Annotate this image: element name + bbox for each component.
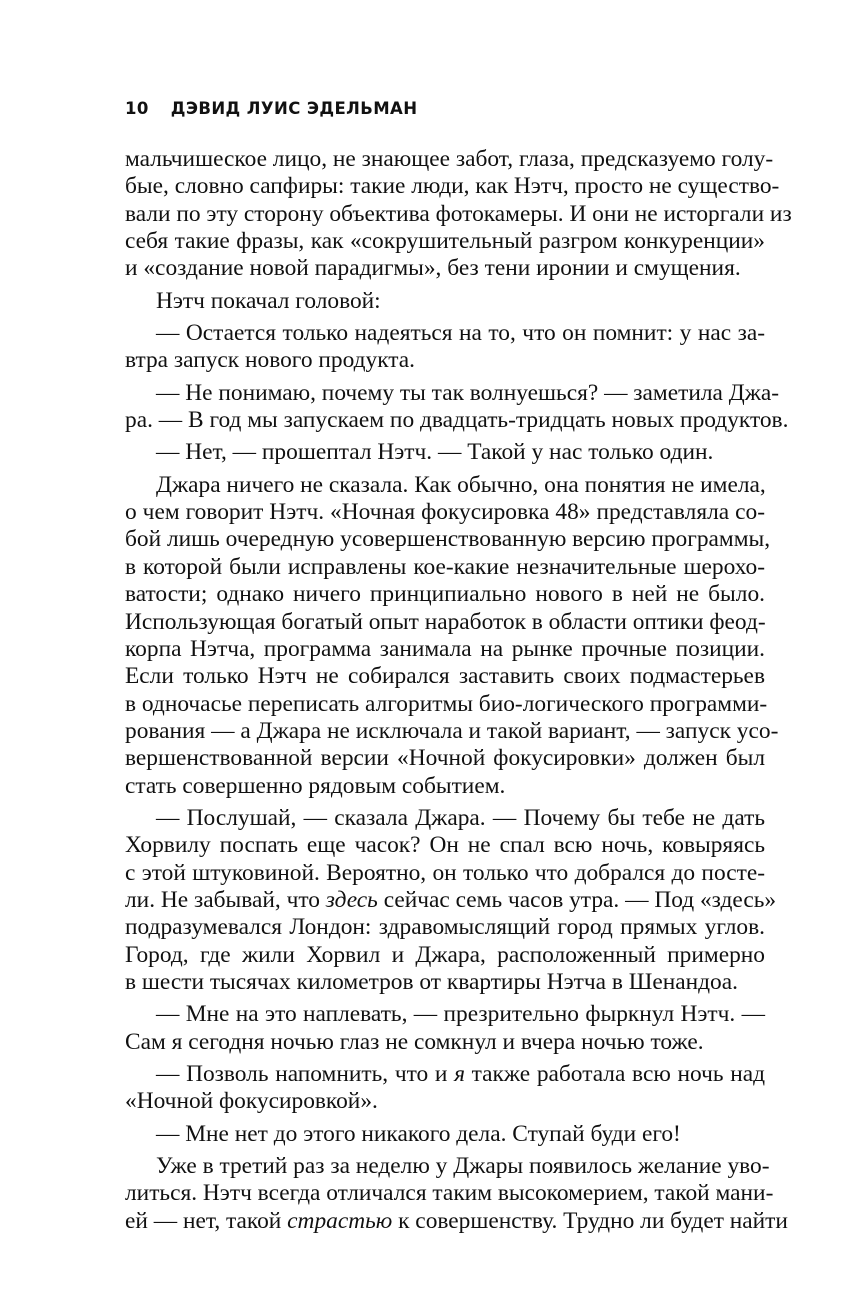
body-text: [125, 146, 792, 1235]
text-line: Нэтч покачал головой:: [156, 287, 381, 314]
text-line: вершенствованной версии «Ночной фокусировки» должен был: [125, 745, 765, 772]
page-number: 10: [125, 99, 149, 118]
text-line: ватости; однако ничего принципиально нового в ней не было.: [125, 581, 765, 608]
text-line: [125, 1207, 788, 1235]
text-line: ра. — В год мы запускаем по двадцать-тридцать новых продуктов.: [125, 407, 789, 434]
text-run: к совершенству. Трудно ли будет найти: [392, 1207, 788, 1234]
text-line: и «создание новой парадигмы», без тени иронии и смущения.: [125, 255, 741, 282]
text-line: Использующая богатый опыт наработок в области оптики феод-: [125, 608, 766, 635]
text-run: — Позволь напомнить, что и: [156, 1061, 455, 1087]
text-run: ли. Не забывай, что: [125, 886, 326, 913]
text-line: Джара ничего не сказала. Как обычно, она понятия не имела,: [156, 471, 766, 498]
text-line: [125, 886, 777, 914]
text-line: рования — а Джара не исключала и такой вариант, — запуск усо-: [125, 717, 779, 744]
text-line: Если только Нэтч не собирался заставить своих подмастерьев: [125, 663, 765, 690]
text-line: корпа Нэтча, программа занимала на рынке прочные позиции.: [125, 635, 765, 662]
italic-emphasis: страстью: [287, 1207, 393, 1234]
text-line: мальчишеское лицо, не знающее забот, глаза, предсказуемо голу-: [125, 146, 774, 172]
text-line: в шести тысячах километров от квартиры Нэтча в Шенандоа.: [125, 968, 738, 995]
text-line: бой лишь очередную усовершенствованную версию программы,: [125, 526, 771, 553]
text-line: стать совершенно рядовым событием.: [125, 772, 506, 799]
text-run: ей — нет, такой: [125, 1207, 288, 1234]
text-line: в одночасье переписать алгоритмы био-логического программи-: [125, 690, 768, 717]
text-line: — Послушай, — сказала Джара. — Почему бы тебе не дать: [156, 804, 765, 831]
italic-emphasis: здесь: [325, 886, 378, 913]
text-line: «Ночной фокусировкой».: [125, 1088, 378, 1115]
text-line: Сам я сегодня ночью глаз не сомкнул и вчера ночью тоже.: [125, 1028, 704, 1055]
text-line: Хорвилу поспать еще часок? Он не спал всю ночь, ковыряясь: [125, 832, 765, 859]
text-line: — Остается только надеяться на то, что он помнит: у нас за-: [156, 320, 765, 347]
text-line: о чем говорит Нэтч. «Ночная фокусировка 48» представляла со-: [125, 499, 765, 526]
text-line: [125, 1061, 765, 1088]
text-line: Уже в третий раз за неделю у Джары появилось желание уво-: [156, 1153, 770, 1180]
italic-emphasis: я: [454, 1061, 465, 1087]
text-line: бые, словно сапфиры: такие люди, как Нэтч, просто не существо-: [125, 173, 780, 200]
text-line: — Мне на это наплевать, — презрительно фыркнул Нэтч. —: [156, 1001, 765, 1028]
text-line: с этой штуковиной. Вероятно, он только что добрался до посте-: [125, 859, 765, 886]
text-line: литься. Нэтч всегда отличался таким высокомерием, такой мани-: [125, 1180, 774, 1207]
running-head-author: ДЭВИД ЛУИС ЭДЕЛЬМАН: [170, 99, 418, 118]
running-head: [125, 99, 417, 118]
text-line: — Мне нет до этого никакого дела. Ступай буди его!: [156, 1120, 681, 1147]
text-line: вали по эту сторону объектива фотокамеры. И они не исторгали из: [125, 200, 792, 227]
text-line: втра запуск нового продукта.: [125, 347, 415, 374]
text-line: подразумевался Лондон: здравомыслящий город прямых углов.: [125, 914, 765, 941]
text-line: в которой были исправлены кое-какие незначительные шерохо-: [125, 553, 765, 580]
text-line: себя такие фразы, как «сокрушительный разгром конкуренции»: [125, 228, 765, 255]
text-line: Город, где жили Хорвил и Джара, расположенный примерно: [125, 941, 765, 968]
text-run: также работала всю ночь над: [464, 1061, 766, 1087]
text-line: — Не понимаю, почему ты так волнуешься? — заметила Джа-: [156, 379, 780, 406]
text-line: — Нет, — прошептал Нэтч. — Такой у нас только один.: [156, 439, 714, 466]
text-run: сейчас семь часов утра. — Под «здесь»: [377, 886, 777, 913]
